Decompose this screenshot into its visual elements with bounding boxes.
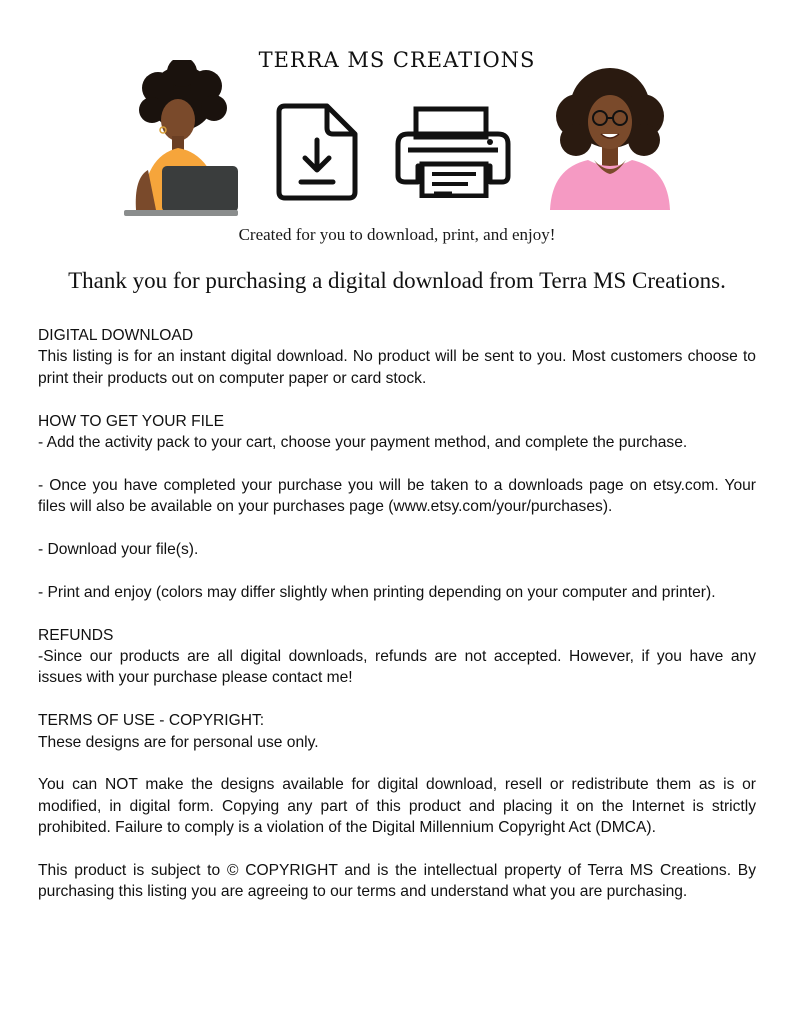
brand-title: TERRA MS CREATIONS [258, 48, 536, 72]
woman-laptop-illustration [122, 60, 244, 220]
step-text: - Add the activity pack to your cart, choose your payment method, and complete the purchase. [38, 434, 688, 452]
section-heading: REFUNDS [38, 626, 114, 644]
section-heading: HOW TO GET YOUR FILE [38, 412, 225, 430]
section-text: -Since our products are all digital downloads, refunds are not accepted. However, if you have any issues with your purchase please contact me! [38, 648, 756, 687]
section-text: This listing is for an instant digital download. No product will be sent to you. Most customers choose to print their products out on computer paper or card stock. [38, 348, 756, 387]
tagline: Created for you to download, print, and enjoy! [238, 225, 556, 244]
section-text: These designs are for personal use only. [38, 733, 319, 751]
section-heading: DIGITAL DOWNLOAD [38, 327, 194, 344]
printer-icon [394, 106, 514, 198]
step-text: - Download your file(s). [38, 541, 199, 559]
section-terms [38, 710, 756, 753]
section-heading: TERMS OF USE - COPYRIGHT: [38, 712, 265, 730]
step-text: - Once you have completed your purchase you will be taken to a downloads page on etsy.com. Your files will also be available on your purchases page (www.etsy.com/your/purchases). [38, 476, 756, 516]
policy-text [38, 325, 756, 924]
step-text: - Print and enjoy (colors may differ slightly when printing depending on your computer and printer). [38, 583, 716, 601]
section-digital-download [38, 325, 756, 389]
section-text: You can NOT make the designs available for digital download, resell or redistribute them as is or modified, in digital form. Copying any part of this product and placing it on the Internet is strictly prohibited. Failure to comply is a violation of the Digital Millennium Copyright Act (DMCA). [38, 776, 756, 837]
woman-glasses-illustration [548, 60, 672, 210]
section-how-to-get-file [38, 411, 756, 454]
section-refunds [38, 625, 756, 689]
hero-illustrations [0, 58, 794, 228]
download-file-icon [275, 102, 359, 202]
section-text: This product is subject to © COPYRIGHT and is the intellectual property of Terra MS Creations. By purchasing this listing you are agreeing to our terms and understand what you are purchasing. [38, 862, 756, 901]
thank-you-heading: Thank you for purchasing a digital download from Terra MS Creations. [68, 268, 726, 293]
